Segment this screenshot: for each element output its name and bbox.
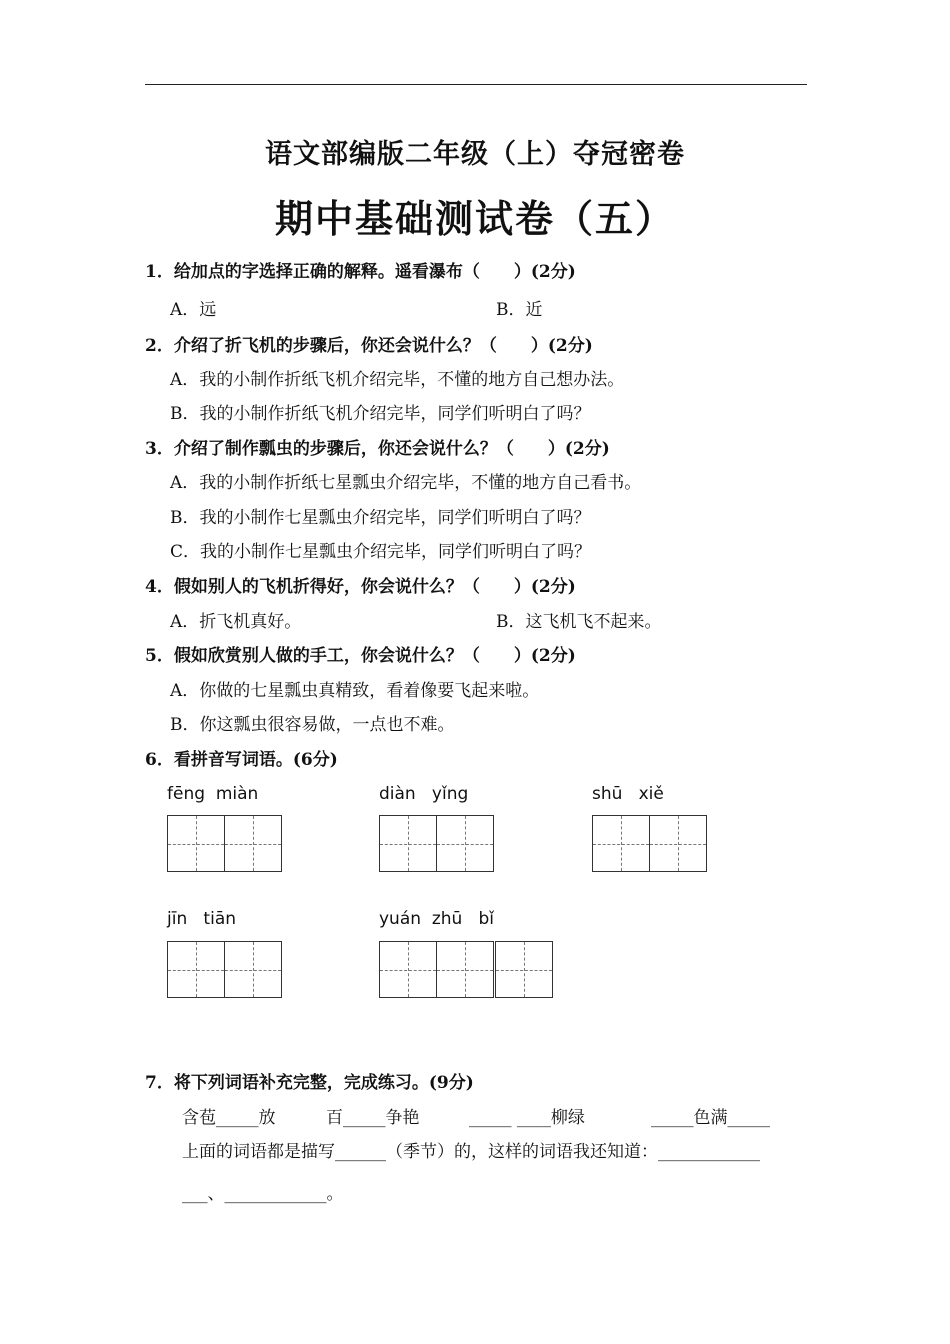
header-rule xyxy=(145,84,807,85)
writing-grid[interactable] xyxy=(379,941,552,998)
writing-cell[interactable] xyxy=(592,815,650,872)
question-3-stem: 3．介绍了制作瓢虫的步骤后，你还会说什么？（ ）(2分) xyxy=(145,439,610,459)
writing-grid[interactable] xyxy=(379,815,493,872)
writing-grid[interactable] xyxy=(167,815,281,872)
writing-cell[interactable] xyxy=(436,815,494,872)
question-2-option-b[interactable]: B．我的小制作折纸飞机介绍完毕，同学们听明白了吗？ xyxy=(170,404,591,424)
question-1-option-b[interactable]: B．近 xyxy=(496,300,543,320)
exam-title: 期中基础测试卷（五） xyxy=(274,196,675,241)
pinyin-label: shū xiě xyxy=(592,784,664,804)
question-5-option-a[interactable]: A．你做的七星瓢虫真精致，看着像要飞起来啦。 xyxy=(170,681,540,701)
writing-cell[interactable] xyxy=(495,941,553,998)
writing-cell[interactable] xyxy=(379,941,437,998)
pinyin-label: fēng miàn xyxy=(167,784,259,804)
question-4-option-a[interactable]: A．折飞机真好。 xyxy=(170,612,302,632)
writing-cell[interactable] xyxy=(436,941,494,998)
question-5-option-b[interactable]: B．你这瓢虫很容易做，一点也不难。 xyxy=(170,715,455,735)
question-5-stem: 5．假如欣赏别人做的手工，你会说什么？（ ）(2分) xyxy=(145,646,576,666)
question-1-option-a[interactable]: A．远 xyxy=(170,300,217,320)
idiom-blank[interactable]: _____色满_____ xyxy=(651,1108,770,1128)
exam-series-title: 语文部编版二年级（上）夺冠密卷 xyxy=(265,139,685,170)
question-6-stem: 6．看拼音写词语。(6分) xyxy=(145,750,338,770)
writing-grid[interactable] xyxy=(167,941,281,998)
question-3-option-a[interactable]: A．我的小制作折纸七星瓢虫介绍完毕，不懂的地方自己看书。 xyxy=(170,473,642,493)
question-4-stem: 4．假如别人的飞机折得好，你会说什么？（ ）(2分) xyxy=(145,577,576,597)
pinyin-label: diàn yǐng xyxy=(379,784,469,804)
question-2-option-a[interactable]: A．我的小制作折纸飞机介绍完毕，不懂的地方自己想办法。 xyxy=(170,370,625,390)
season-answer-line[interactable]: ___、____________。 xyxy=(182,1184,344,1204)
question-3-option-c[interactable]: C．我的小制作七星瓢虫介绍完毕，同学们听明白了吗？ xyxy=(170,542,592,562)
pinyin-label: jīn tiān xyxy=(167,909,237,929)
question-1-stem: 1．给加点的字选择正确的解释。遥看瀑布（ ）(2分) xyxy=(145,262,576,282)
idiom-blank[interactable]: 百_____争艳 xyxy=(326,1108,420,1128)
writing-cell[interactable] xyxy=(167,815,225,872)
idiom-blank[interactable]: _____ ____柳绿 xyxy=(469,1108,585,1128)
writing-cell[interactable] xyxy=(649,815,707,872)
writing-grid[interactable] xyxy=(592,815,706,872)
writing-cell[interactable] xyxy=(224,941,282,998)
writing-cell[interactable] xyxy=(167,941,225,998)
question-4-option-b[interactable]: B．这飞机飞不起来。 xyxy=(496,612,662,632)
question-3-option-b[interactable]: B．我的小制作七星瓢虫介绍完毕，同学们听明白了吗？ xyxy=(170,508,591,528)
writing-cell[interactable] xyxy=(379,815,437,872)
season-question[interactable]: 上面的词语都是描写______（季节）的，这样的词语我还知道：____________ xyxy=(182,1142,760,1162)
idiom-blank[interactable]: 含苞_____放 xyxy=(182,1108,276,1128)
pinyin-label: yuán zhū bǐ xyxy=(379,909,495,929)
question-7-stem: 7．将下列词语补充完整，完成练习。(9分) xyxy=(145,1073,474,1093)
writing-cell[interactable] xyxy=(224,815,282,872)
question-2-stem: 2．介绍了折飞机的步骤后，你还会说什么？（ ）(2分) xyxy=(145,336,593,356)
